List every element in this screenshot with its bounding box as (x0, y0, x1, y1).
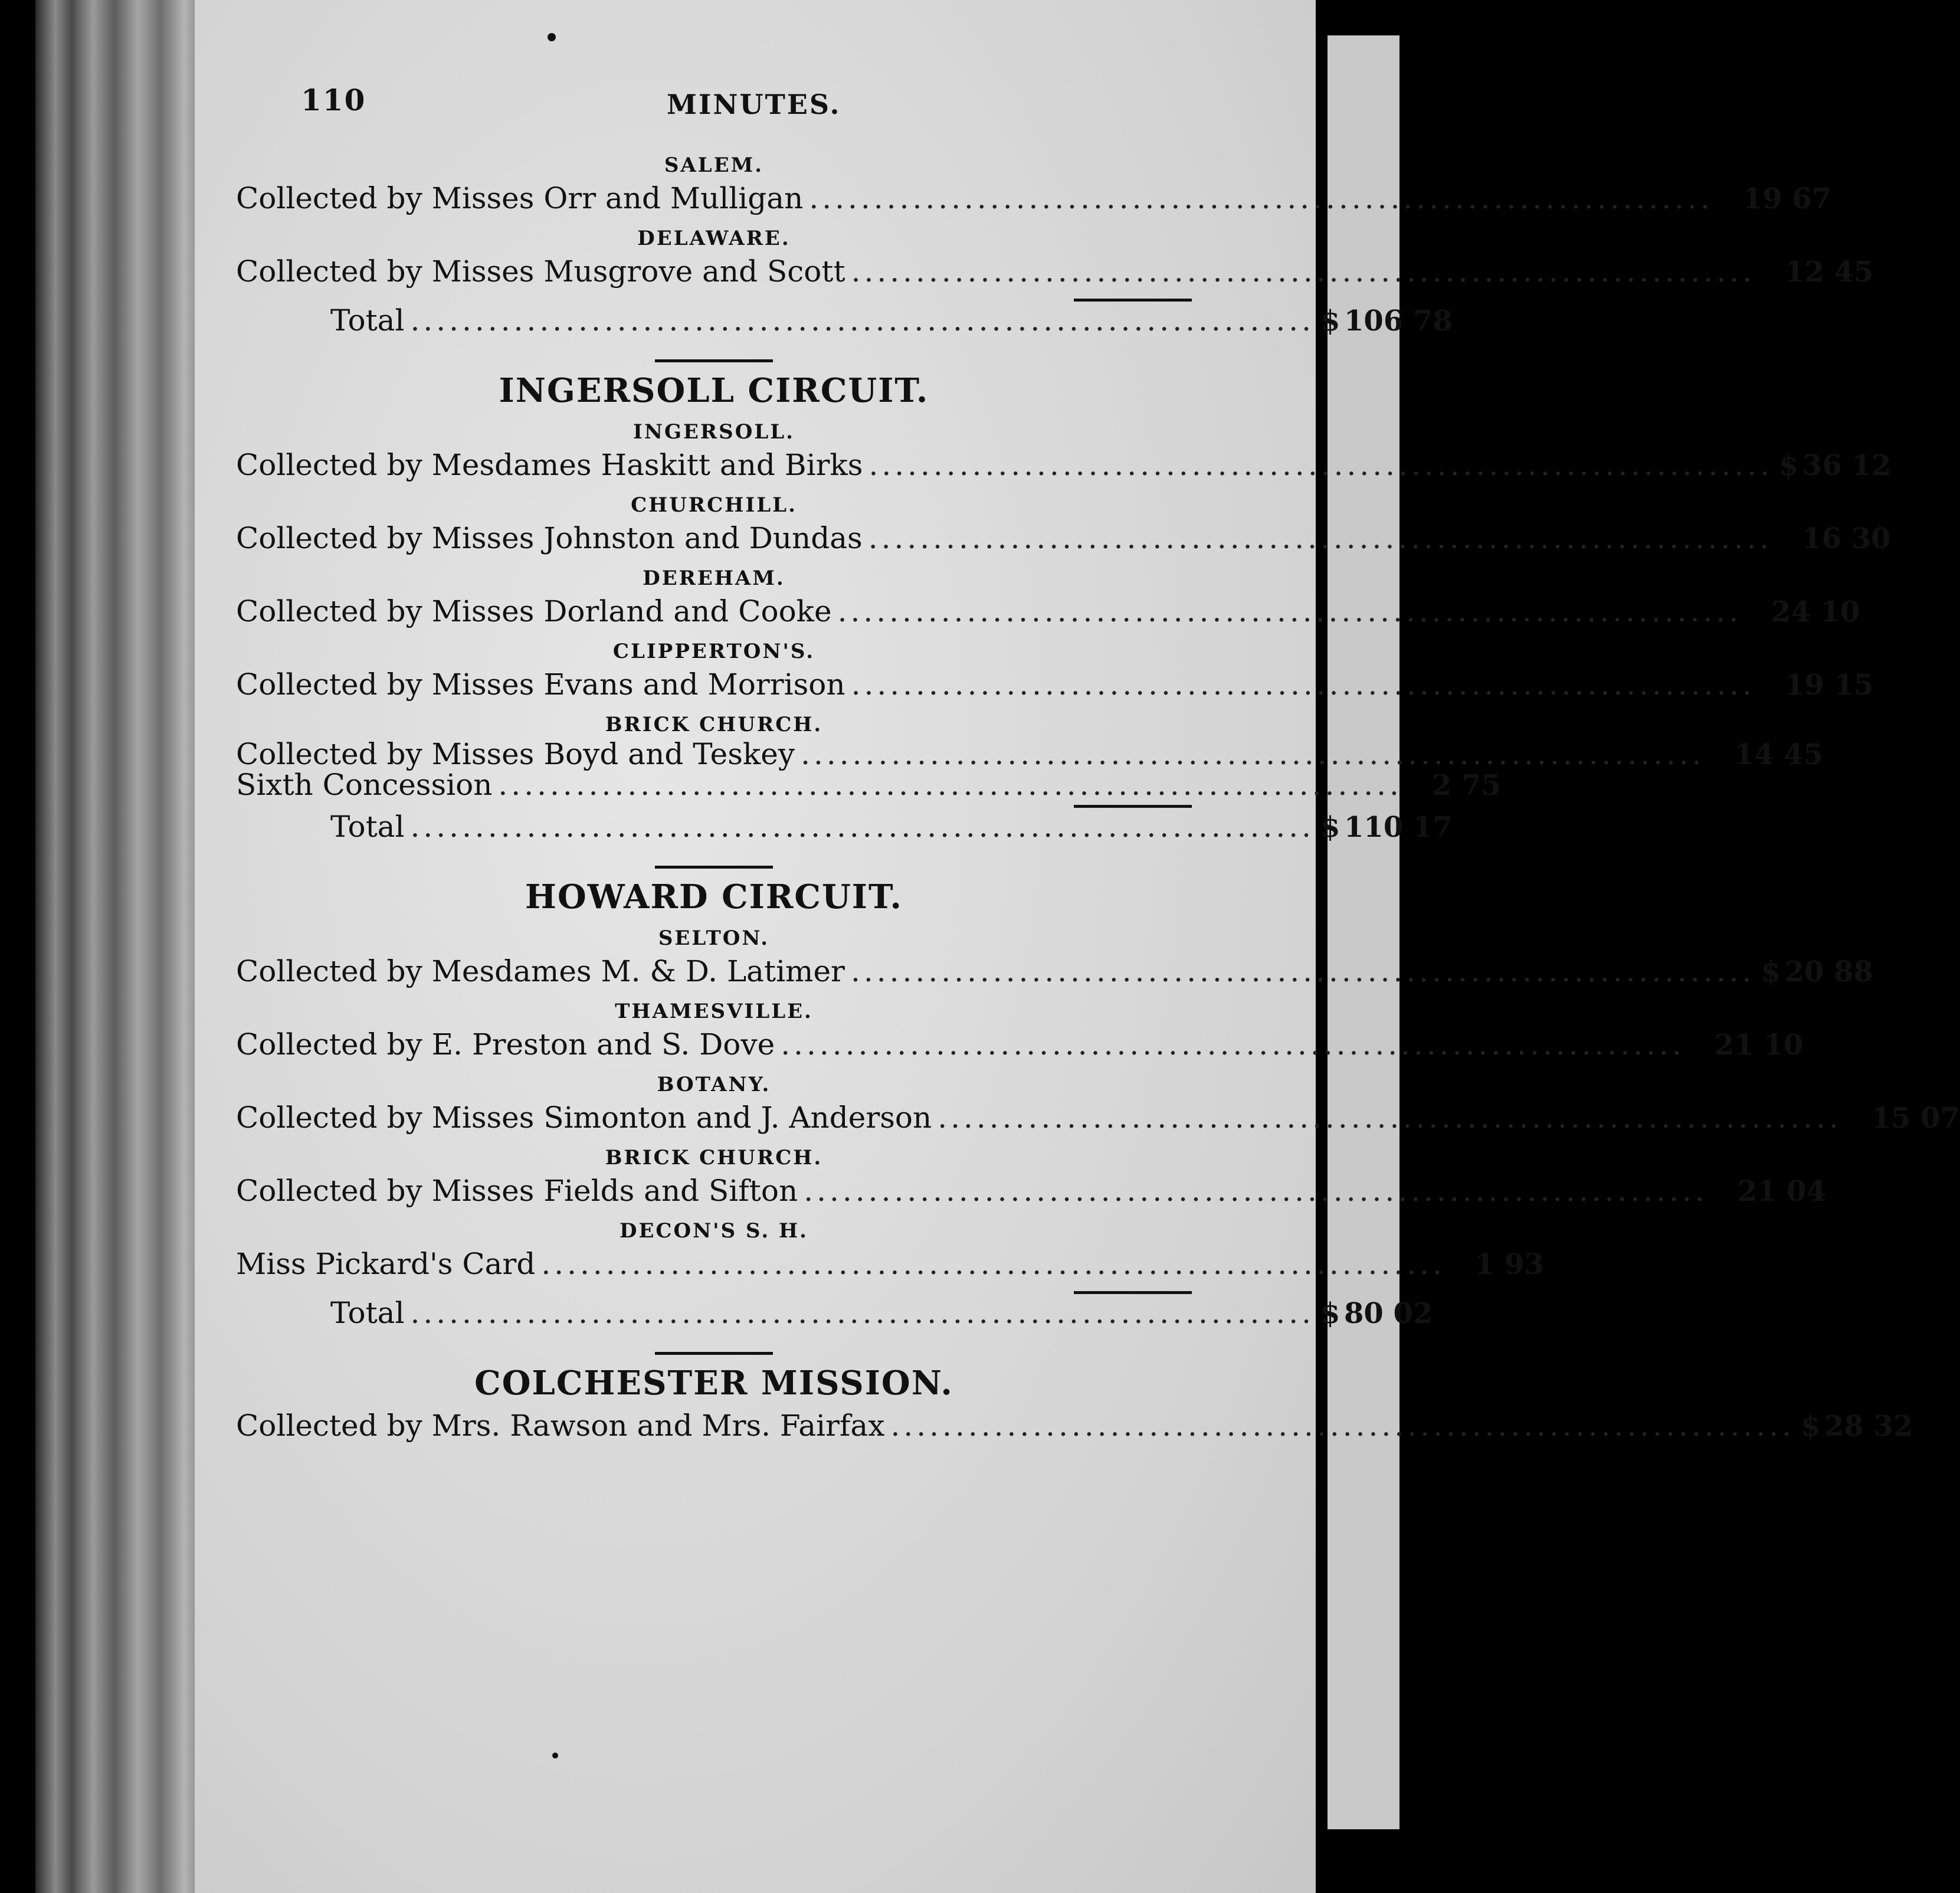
collection-description: Collected by Misses Simonton and J. Anderson (236, 1101, 932, 1135)
total-amount (1320, 302, 1453, 340)
page-content (236, 83, 1960, 1448)
running-head: MINUTES. (667, 89, 841, 120)
amount-value: 15 07 (1871, 1102, 1960, 1135)
collection-description: Collected by Misses Fields and Sifton (236, 1174, 798, 1208)
dot-leader: ...................................................................... (804, 1174, 1708, 1208)
ink-speck (552, 1753, 558, 1758)
dot-leader: ...................................................................... (498, 768, 1402, 802)
collection-row (236, 1245, 1544, 1286)
collection-row (236, 737, 1823, 771)
collection-row (236, 1099, 1960, 1140)
collection-row (236, 179, 1832, 221)
circuit-heading: INGERSOLL CIRCUIT. (499, 371, 929, 410)
total-row (236, 1294, 1433, 1335)
amount-value: 1 93 (1474, 1248, 1544, 1281)
amount (1714, 1173, 1826, 1210)
total-label: Total (330, 810, 405, 844)
collection-description: Collected by Mrs. Rawson and Mrs. Fairfax (236, 1409, 885, 1443)
amount (1848, 1099, 1960, 1137)
amount-value: 28 32 (1824, 1410, 1913, 1443)
collection-description: Collected by Misses Orr and Mulligan (236, 181, 804, 215)
dot-leader: ...................................................................... (410, 1296, 1315, 1330)
amount (1761, 253, 1873, 291)
amount (1779, 447, 1891, 484)
collection-row (236, 592, 1860, 634)
amount (1451, 1246, 1544, 1283)
collection-row (236, 952, 1873, 994)
collection-description: Collected by Misses Johnston and Dundas (236, 521, 863, 555)
amount-value: 24 10 (1771, 595, 1860, 628)
dot-leader: ...................................................................... (410, 303, 1315, 338)
colchester-mission (236, 1360, 1913, 1448)
dot-leader: ...................................................................... (851, 667, 1756, 702)
collection-description: Collected by Misses Musgrove and Scott (236, 254, 845, 289)
place-heading: DEREHAM. (643, 566, 785, 590)
circuit-heading: HOWARD CIRCUIT. (525, 877, 903, 916)
amount (1778, 520, 1890, 558)
amount-value: 21 04 (1737, 1175, 1827, 1208)
place-heading: SALEM. (664, 153, 764, 177)
dot-leader: ...................................................................... (781, 1027, 1685, 1062)
page-header (236, 83, 1192, 148)
dot-leader: ...................................................................... (868, 448, 1773, 482)
dot-leader: ...................................................................... (850, 954, 1755, 988)
dollar-sign: $ (1779, 449, 1799, 482)
ink-speck (548, 33, 556, 41)
amount (1711, 739, 1823, 770)
collection-description: Collected by Misses Evans and Morrison (236, 667, 845, 702)
dot-leader: ...................................................................... (868, 521, 1773, 555)
collection-description: Sixth Concession (236, 768, 493, 802)
book-edge (35, 0, 201, 1893)
collection-description: Collected by Mesdames M. & D. Latimer (236, 954, 845, 988)
page-number: 110 (301, 83, 366, 117)
collection-row (236, 519, 1891, 561)
amount-value: 106 78 (1344, 304, 1453, 338)
place-heading: SELTON. (658, 926, 770, 950)
dot-leader: ...................................................................... (851, 254, 1756, 289)
place-heading: CHURCHILL. (631, 493, 797, 517)
total-row (236, 808, 1453, 849)
dollar-sign: $ (1320, 1297, 1340, 1330)
total-row (236, 302, 1453, 343)
dollar-sign: $ (1801, 1410, 1821, 1443)
amount-value: 14 45 (1734, 738, 1823, 771)
place-heading: CLIPPERTON'S. (612, 640, 815, 663)
dot-leader: ...................................................................... (809, 181, 1713, 215)
amount (1691, 1026, 1803, 1064)
collection-description: Collected by E. Preston and S. Dove (236, 1027, 775, 1062)
amount (1761, 953, 1873, 991)
section-divider (655, 866, 773, 869)
amount-value: 19 15 (1785, 669, 1874, 702)
collection-row (236, 1407, 1913, 1448)
section-divider (655, 1352, 773, 1355)
total-label: Total (330, 1296, 405, 1330)
amount (1408, 770, 1501, 801)
total-amount (1320, 808, 1453, 846)
place-heading: INGERSOLL. (632, 420, 795, 444)
amount-value: 16 30 (1802, 522, 1891, 555)
dot-leader: ...................................................................... (541, 1247, 1446, 1281)
amount (1719, 180, 1831, 218)
howard-circuit (236, 873, 1960, 1335)
collection-description: Collected by Misses Boyd and Teskey (236, 737, 795, 771)
dot-leader: ...................................................................... (938, 1101, 1842, 1135)
place-heading: BRICK CHURCH. (605, 713, 823, 736)
collection-row (236, 1026, 1804, 1067)
amount (1801, 1407, 1913, 1445)
amount-value: 21 10 (1714, 1029, 1804, 1062)
total-amount (1320, 1295, 1433, 1332)
amount (1748, 593, 1860, 631)
amount-value: 20 88 (1784, 955, 1873, 988)
place-heading: DELAWARE. (637, 227, 791, 250)
collection-row (236, 446, 1892, 487)
amount-value: 36 12 (1802, 449, 1892, 482)
continued-section (236, 151, 1874, 343)
collection-description: Collected by Mesdames Haskitt and Birks (236, 448, 863, 482)
collection-row (236, 1172, 1827, 1213)
section-divider (655, 359, 773, 362)
circuit-heading: COLCHESTER MISSION. (474, 1364, 953, 1403)
place-heading: DECON'S S. H. (620, 1219, 808, 1243)
collection-description: Collected by Misses Dorland and Cooke (236, 594, 832, 628)
place-heading: BRICK CHURCH. (605, 1146, 823, 1170)
collection-row (236, 768, 1501, 802)
ingersoll-circuit (236, 367, 1892, 849)
place-heading: THAMESVILLE. (615, 1000, 813, 1023)
total-label: Total (330, 303, 405, 338)
amount-value: 80 02 (1344, 1297, 1433, 1330)
amount (1761, 666, 1873, 704)
amount-value: 12 45 (1785, 256, 1874, 289)
dot-leader: ...................................................................... (410, 810, 1315, 844)
amount-value: 2 75 (1431, 769, 1501, 802)
collection-row (236, 666, 1874, 707)
dot-leader: ...................................................................... (801, 737, 1705, 771)
dollar-sign: $ (1761, 955, 1781, 988)
place-heading: BOTANY. (657, 1073, 771, 1096)
dot-leader: ...................................................................... (837, 594, 1742, 628)
amount-value: 110 17 (1344, 811, 1453, 844)
collection-description: Miss Pickard's Card (236, 1247, 536, 1281)
amount-value: 19 67 (1742, 182, 1832, 215)
collection-row (236, 253, 1874, 294)
dot-leader: ...................................................................... (890, 1409, 1795, 1443)
dollar-sign: $ (1320, 811, 1340, 844)
dollar-sign: $ (1320, 304, 1340, 338)
